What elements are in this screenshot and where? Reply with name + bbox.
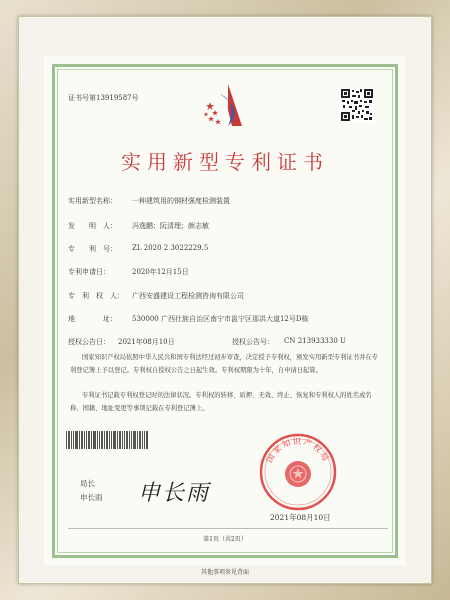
name-value: 一种建筑用的钢材强度检测装置 (132, 197, 230, 205)
patent-office-logo-icon (198, 80, 250, 132)
name-label: 实用新型名称： (68, 197, 117, 205)
seal-date: 2021年08月10日 (270, 513, 331, 522)
barcode (66, 431, 158, 449)
seal-text: 国家知识产权局 (264, 437, 332, 465)
svg-text:国家知识产权局 (265, 436, 331, 464)
filing-date-label: 专利申请日： (68, 268, 110, 276)
footer-divider (68, 528, 388, 529)
notice-paragraph-1: 国家知识产权局依照中华人民共和国专利法经过初步审查，决定授予专利权，颁发实用新型专利证书并在专利登记簿上予以登记。专利权自授权公告之日起生效。专利权期限为十年，自申请日起算。 (70, 354, 378, 374)
patent-no-label: 专 利 号： (68, 245, 117, 253)
patentee-value: 广西安盛建设工程检测咨询有限公司 (132, 292, 244, 300)
notice-paragraph-2: 专利证书记载专利权登记时的法律状况。专利权的转移、质押、无效、终止、恢复和专利权人的姓名或名称、国籍、地址变更等事项记载在专利登记簿上。 (70, 392, 372, 412)
director-signature: 申长雨 (138, 481, 211, 506)
inventor-value: 冯逸鹏；阮清理；颜志敏 (132, 222, 209, 230)
grant-date-value: 2021年08月10日 (118, 338, 175, 346)
patent-no-value: ZL 2020 2 3022229.5 (132, 244, 209, 252)
page-indicator: 第1页（共2页） (203, 536, 247, 543)
filing-date-value: 2020年12月15日 (132, 268, 189, 276)
director-title: 局长 (80, 479, 95, 488)
inventor-label: 发 明 人： (68, 222, 117, 230)
patentee-label: 专 利 权 人： (68, 292, 124, 300)
address-value: 530000 广西壮族自治区南宁市邕宁区那洪大道12号D栋 (132, 315, 309, 323)
qr-code-icon (340, 88, 374, 122)
grant-date-label: 授权公告日： (68, 338, 110, 346)
director-name: 申长雨 (80, 493, 103, 502)
green-border-inner (57, 69, 393, 553)
certificate-number: 证书号第13919587号 (68, 94, 139, 102)
grant-no-value: CN 213933330 U (284, 337, 346, 345)
footer-note: 其他事项参见背面 (200, 569, 249, 576)
official-seal-icon (258, 432, 338, 512)
address-label: 地 址： (68, 315, 117, 323)
certificate-title: 实用新型专利证书 (121, 150, 329, 174)
grant-no-label: 授权公告号： (232, 338, 274, 346)
